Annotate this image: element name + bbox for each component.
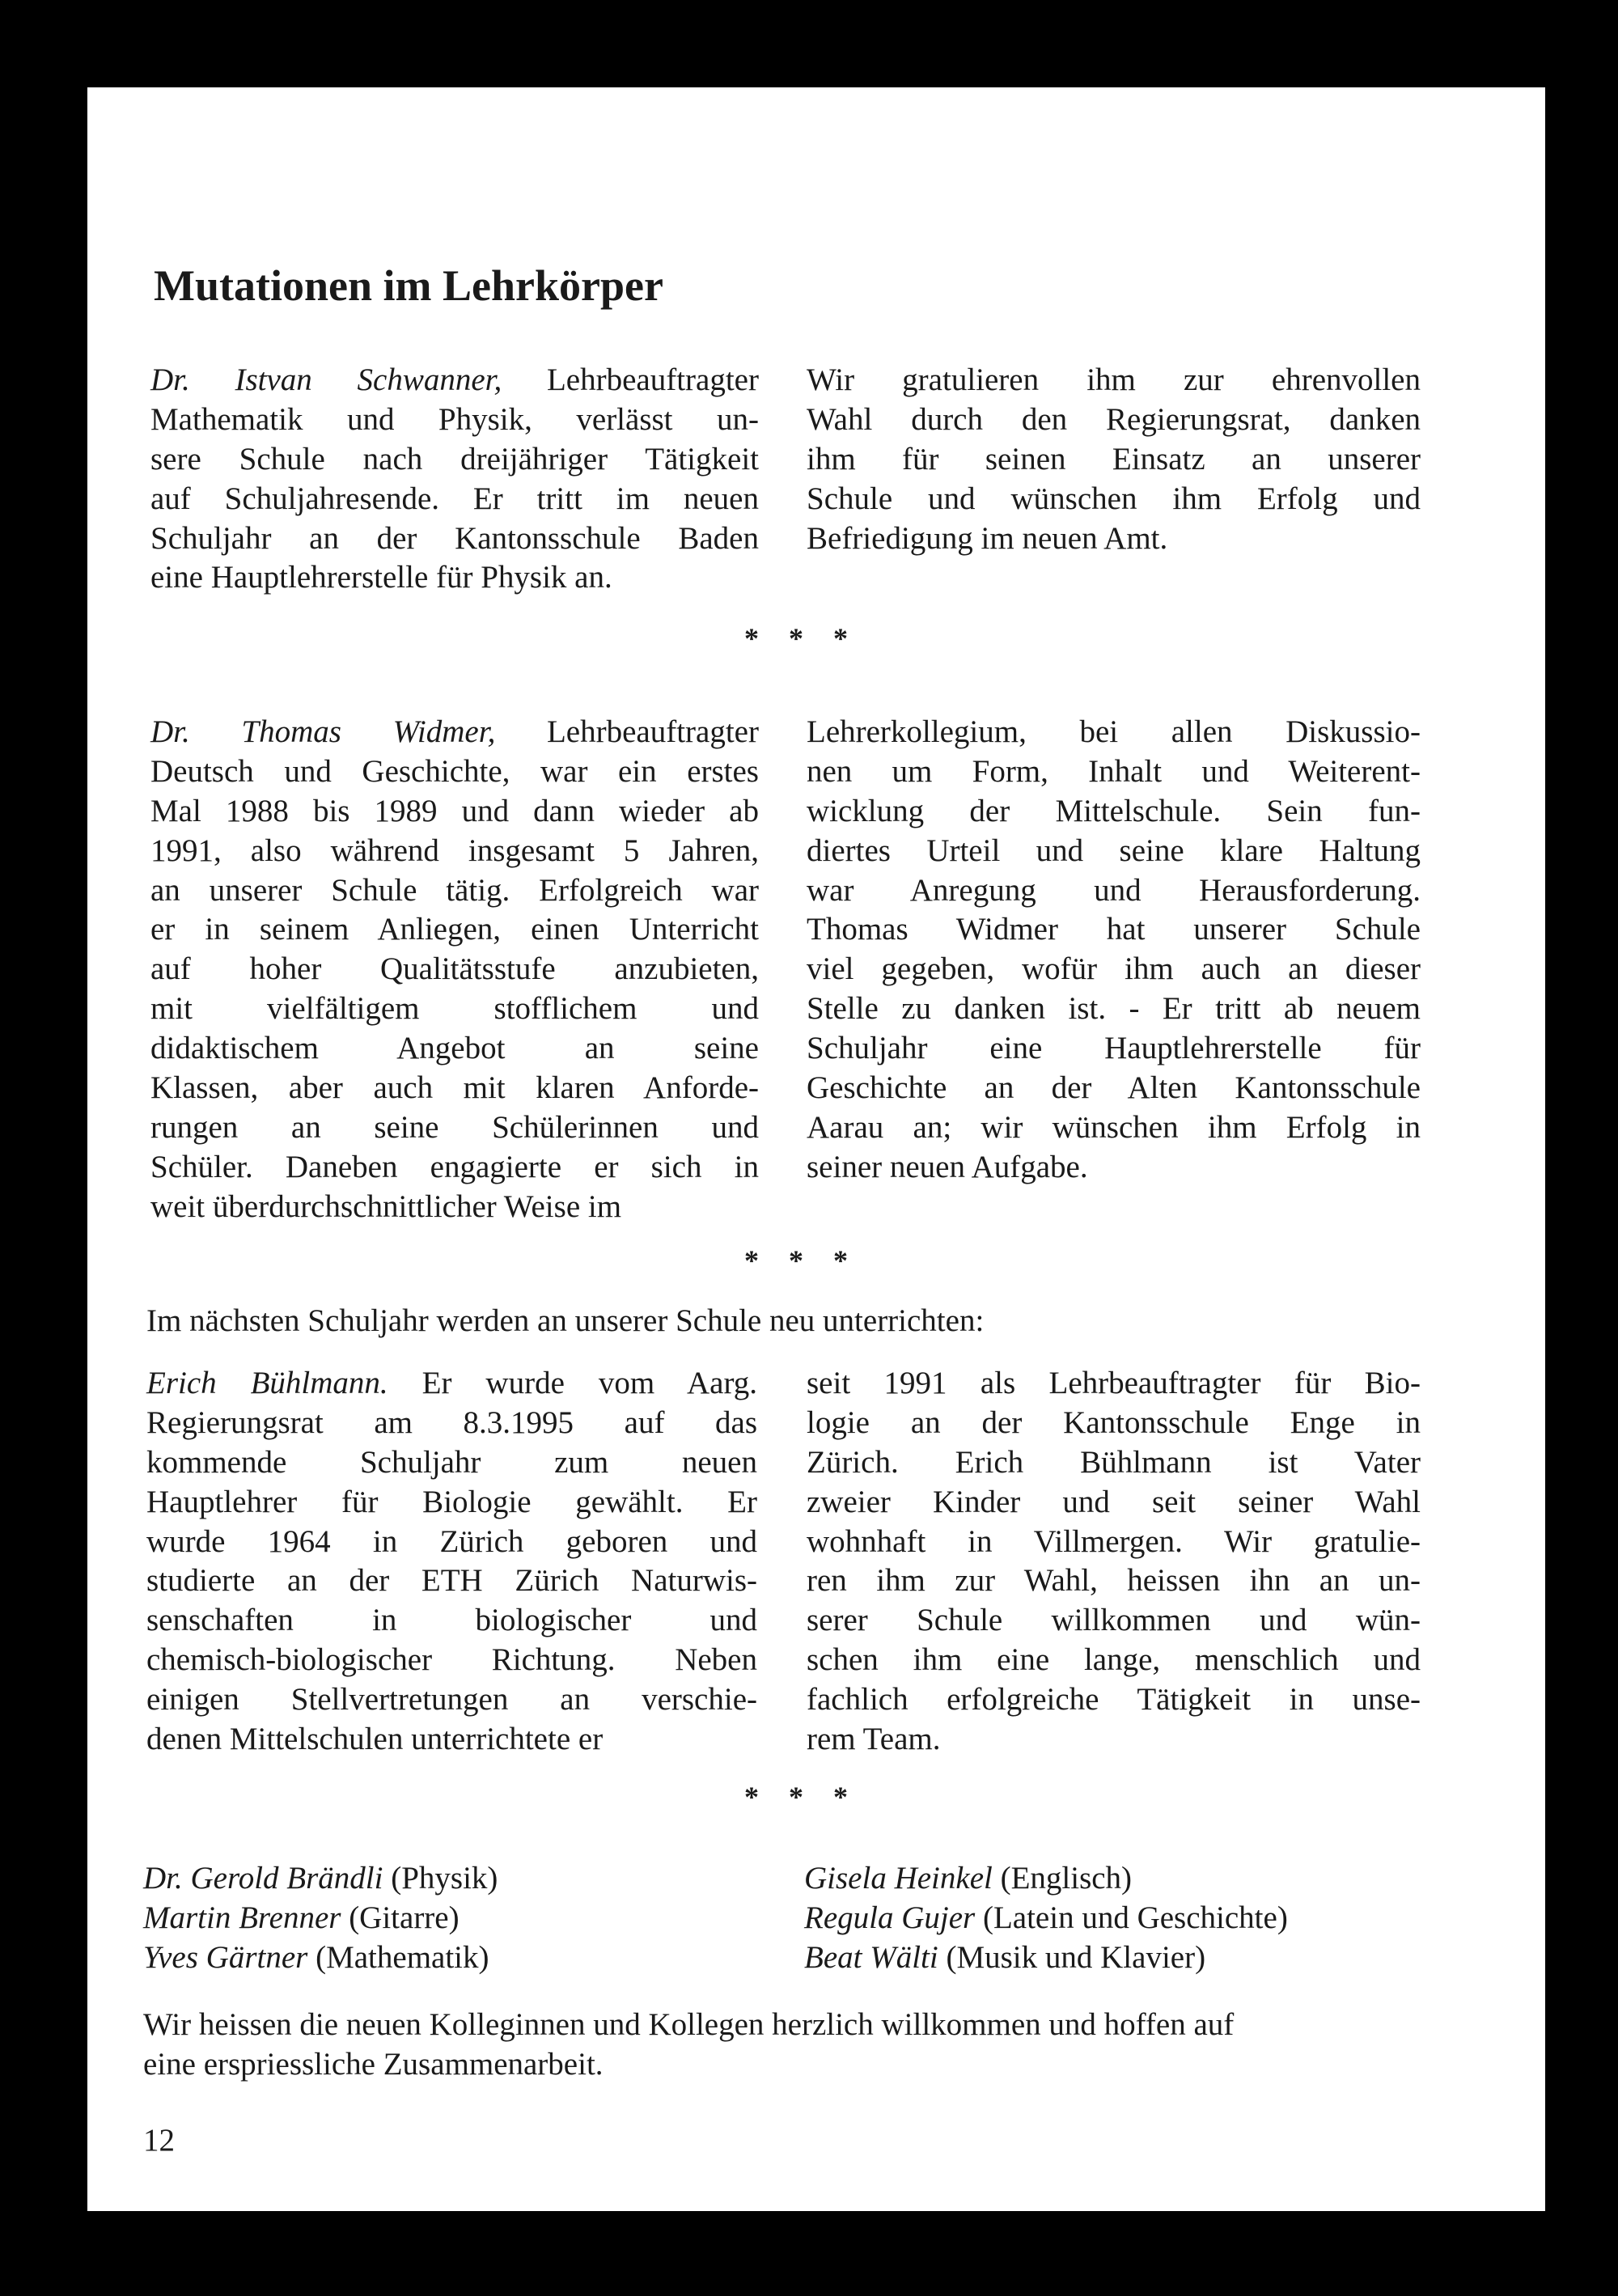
text-line [146, 1364, 757, 1404]
paragraph-widmer-left [150, 713, 759, 1227]
text-line: Regierungsrat am 8.3.1995 auf das [146, 1404, 757, 1440]
person-name: Erich Bühlmann. [146, 1366, 388, 1400]
person-name: Dr. Istvan Schwanner, [150, 362, 502, 397]
line-text: Lehrbeauftragter [502, 362, 759, 397]
text-line: Wahl durch den Regierungsrat, danken [807, 401, 1421, 437]
new-teacher-entry [143, 1899, 498, 1938]
text-line: didaktischem Angebot an seine [150, 1031, 759, 1066]
line-text: Er wurde vom Aarg. [388, 1366, 758, 1400]
text-line: rungen an seine Schülerinnen und [150, 1109, 759, 1145]
text-line: zweier Kinder und seit seiner Wahl [807, 1484, 1421, 1519]
text-line: diertes Urteil und seine klare Haltung [807, 832, 1421, 868]
page-title: Mutationen im Lehrkörper [154, 261, 663, 310]
text-line: denen Mittelschulen unterrichtete er [146, 1722, 604, 1757]
text-line: schen ihm eine lange, menschlich und [807, 1642, 1421, 1678]
text-line: an unserer Schule tätig. Erfolgreich war [150, 872, 759, 908]
text-line: wurde 1964 in Zürich geboren und [146, 1523, 757, 1559]
text-line: Wir gratulieren ihm zur ehrenvollen [807, 362, 1421, 397]
text-line: sere Schule nach dreijähriger Tätigkeit [150, 441, 759, 477]
text-line: Thomas Widmer hat unserer Schule [807, 912, 1421, 947]
teacher-name: Beat Wälti [804, 1939, 938, 1975]
page-number: 12 [143, 2123, 175, 2158]
text-line: fachlich erfolgreiche Tätigkeit in unse- [807, 1682, 1421, 1718]
new-teachers-left-list [143, 1859, 498, 1978]
text-line: 1991, also während insgesamt 5 Jahren, [150, 832, 759, 868]
text-line: Aarau an; wir wünschen ihm Erfolg in [807, 1109, 1421, 1145]
text-line: Geschichte an der Alten Kantonsschule [807, 1070, 1421, 1106]
text-line: Stelle zu danken ist. - Er tritt ab neuem [807, 991, 1421, 1027]
teacher-name: Martin Brenner [143, 1900, 341, 1935]
text-line: weit überdurchschnittlicher Weise im [150, 1188, 622, 1224]
text-line: wicklung der Mittelschule. Sein fun- [807, 793, 1421, 828]
teacher-subject: (Physik) [383, 1861, 498, 1896]
teacher-subject: (Mathematik) [307, 1939, 489, 1975]
teacher-subject: (Englisch) [992, 1861, 1133, 1896]
text-line: Befriedigung im neuen Amt. [807, 520, 1168, 556]
text-line: eine Hauptlehrerstelle für Physik an. [150, 560, 612, 595]
paragraph-schwanner-right [807, 361, 1421, 558]
text-line: er in seinem Anliegen, einen Unterricht [150, 912, 759, 947]
text-line: mit vielfältigem stofflichem und [150, 991, 759, 1027]
text-line: auf hoher Qualitätsstufe anzubieten, [150, 951, 759, 987]
line-text: Lehrbeauftragter [495, 714, 759, 749]
new-teacher-entry [143, 1938, 498, 1978]
closing-line-1: Wir heissen die neuen Kolleginnen und Kollegen herzlich willkommen und hoffen auf [143, 2007, 1235, 2042]
new-teachers-right-list [804, 1859, 1288, 1978]
text-line: ihm für seinen Einsatz an unserer [807, 441, 1421, 477]
text-line: Mathematik und Physik, verlässt un- [150, 401, 759, 437]
text-line: studierte an der ETH Zürich Naturwis- [146, 1563, 757, 1599]
separator-stars: * * * [744, 622, 859, 654]
text-line: Lehrerkollegium, bei allen Diskussio- [807, 714, 1421, 749]
text-line: seit 1991 als Lehrbeauftragter für Bio- [807, 1366, 1421, 1400]
text-line: logie an der Kantonsschule Enge in [807, 1404, 1421, 1440]
text-line: chemisch-biologischer Richtung. Neben [146, 1642, 757, 1678]
text-line: kommende Schuljahr zum neuen [146, 1444, 757, 1480]
text-line: Deutsch und Geschichte, war ein erstes [150, 753, 759, 789]
text-line: Mal 1988 bis 1989 und dann wieder ab [150, 793, 759, 828]
new-teacher-entry [143, 1859, 498, 1899]
text-line: seiner neuen Aufgabe. [807, 1149, 1088, 1184]
separator-stars: * * * [744, 1781, 859, 1813]
new-teacher-entry [804, 1938, 1288, 1978]
text-line [150, 713, 759, 752]
teacher-subject: (Musik und Klavier) [938, 1939, 1206, 1975]
text-line: Schuljahr an der Kantonsschule Baden [150, 520, 759, 556]
new-teacher-entry [804, 1899, 1288, 1938]
text-line: wohnhaft in Villmergen. Wir gratulie- [807, 1523, 1421, 1559]
text-line: rem Team. [807, 1722, 941, 1757]
text-line: Klassen, aber auch mit klaren Anforde- [150, 1070, 759, 1106]
text-line [150, 361, 759, 400]
text-line: Schule und wünschen ihm Erfolg und [807, 481, 1421, 516]
text-line: ren ihm zur Wahl, heissen ihn an un- [807, 1563, 1421, 1599]
paragraph-widmer-right [807, 713, 1421, 1188]
paragraph-buehlmann-left [146, 1364, 757, 1760]
teacher-name: Gisela Heinkel [804, 1861, 993, 1896]
teacher-subject: (Gitarre) [341, 1900, 460, 1935]
text-line: einigen Stellvertretungen an verschie- [146, 1682, 757, 1718]
text-line: Schuljahr eine Hauptlehrerstelle für [807, 1031, 1421, 1066]
text-line: Hauptlehrer für Biologie gewählt. Er [146, 1484, 757, 1519]
new-teacher-entry [804, 1859, 1288, 1899]
text-line: Schüler. Daneben engagierte er sich in [150, 1149, 759, 1184]
teacher-subject: (Latein und Geschichte) [975, 1900, 1288, 1935]
paragraph-buehlmann-right [807, 1364, 1421, 1760]
text-line: Zürich. Erich Bühlmann ist Vater [807, 1444, 1421, 1480]
text-line: senschaften in biologischer und [146, 1603, 757, 1638]
text-line: auf Schuljahresende. Er tritt im neuen [150, 481, 759, 516]
text-line: war Anregung und Herausforderung. [807, 872, 1421, 908]
teacher-name: Yves Gärtner [143, 1939, 308, 1975]
teacher-name: Dr. Gerold Brändli [143, 1861, 383, 1896]
teacher-name: Regula Gujer [804, 1900, 976, 1935]
person-name: Dr. Thomas Widmer, [150, 714, 496, 749]
paragraph-schwanner-left [150, 361, 759, 598]
separator-stars: * * * [744, 1244, 859, 1277]
text-line: serer Schule willkommen und wün- [807, 1603, 1421, 1638]
text-line: nen um Form, Inhalt und Weiterent- [807, 753, 1421, 789]
text-line: viel gegeben, wofür ihm auch an dieser [807, 951, 1421, 987]
closing-line-2: eine erspriessliche Zusammenarbeit. [143, 2047, 604, 2082]
new-teachers-intro: Im nächsten Schuljahr werden an unserer Schule neu unterrichten: [146, 1303, 985, 1338]
